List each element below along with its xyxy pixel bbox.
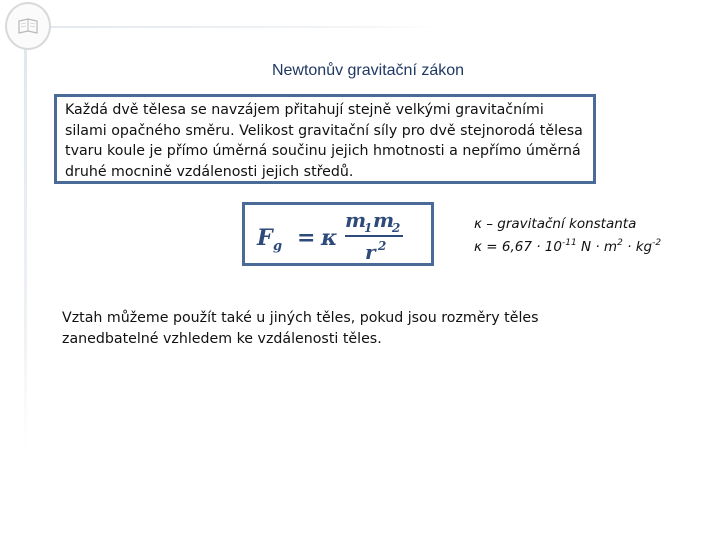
formula-force-symbol: F [257, 225, 273, 251]
constant-value-exponent-1: -11 [561, 238, 577, 248]
formula-mass1-subscript: 1 [364, 221, 373, 235]
constant-value-unit-2: · kg [622, 239, 653, 255]
top-decorative-rule [50, 26, 440, 28]
applicability-note: Vztah můžeme použít také u jiných těles, pokud jsou rozměry těles zanedbatelné vzhledem ke vzdálenosti těles. [62, 310, 539, 347]
law-statement-box [54, 94, 596, 184]
constant-value-exponent-3: -2 [652, 238, 662, 248]
constant-value-prefix: κ = 6,67 · 10 [474, 239, 562, 255]
formula-kappa: κ [321, 225, 338, 251]
left-decorative-rule [24, 40, 27, 450]
law-statement-text: Každá dvě tělesa se navzájem přitahují stejně velkými gravitačními silami opačného směru. Velikost gravitační síly pro dvě stejnorodá tělesa tvaru koule je přímo úměrná součinu jejich hmotnosti a nepřímo úměrná druhé mocnině vzdálenosti jejich středů. [65, 102, 583, 180]
constant-value-exponent-2: 2 [617, 238, 623, 248]
formula-mass2: m [373, 208, 395, 232]
formula-distance: r [365, 240, 376, 263]
formula-box [242, 202, 434, 266]
school-logo [5, 2, 51, 50]
page-title: Newtonův gravitační zákon [271, 62, 465, 79]
book-icon [17, 16, 39, 36]
gravitation-formula [245, 205, 431, 263]
formula-mass2-subscript: 2 [392, 221, 401, 235]
constant-definition: κ – gravitační konstanta [474, 216, 637, 232]
constant-value-unit-1: N · m [576, 239, 618, 255]
formula-mass1: m [345, 208, 367, 232]
formula-equals-sign: = [297, 225, 316, 251]
constant-value [474, 238, 661, 255]
formula-force-subscript: g [273, 239, 283, 254]
formula-distance-exponent: 2 [378, 239, 387, 253]
